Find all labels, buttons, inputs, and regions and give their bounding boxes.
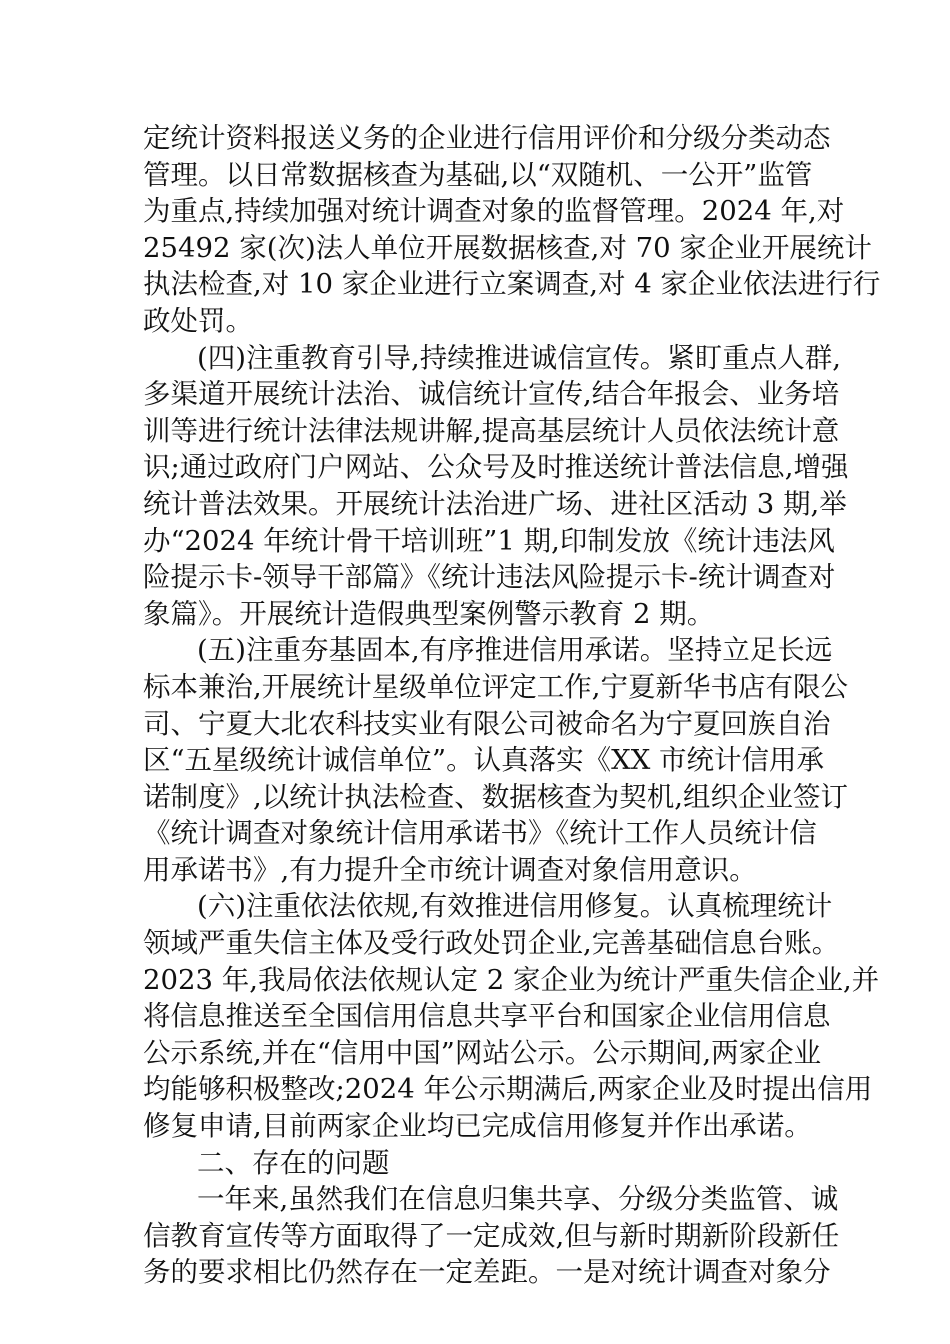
text-line: 信教育宣传等方面取得了一定成效,但与新时期新阶段新任 bbox=[143, 1219, 840, 1252]
text-line: 区“五星级统计诚信单位”。认真落实《XX 市统计信用承 bbox=[143, 744, 825, 777]
text-line: 《统计调查对象统计信用承诺书》《统计工作人员统计信 bbox=[143, 817, 817, 850]
text-line: 执法检查,对 10 家企业进行立案调查,对 4 家企业依法进行行 bbox=[143, 268, 881, 301]
text-line: 为重点,持续加强对统计调查对象的监督管理。2024 年,对 bbox=[143, 195, 845, 228]
text-line: 管理。以日常数据核查为基础,以“双随机、一公开”监管 bbox=[143, 158, 813, 191]
text-line: 用承诺书》,有力提升全市统计调查对象信用意识。 bbox=[143, 853, 757, 886]
text-line: 司、宁夏大北农科技实业有限公司被命名为宁夏回族自治 bbox=[143, 707, 831, 740]
text-line: 将信息推送至全国信用信息共享平台和国家企业信用信息 bbox=[143, 1000, 831, 1033]
text-line: 领域严重失信主体及受行政处罚企业,完善基础信息台账。 bbox=[143, 927, 840, 960]
paragraph-start-line: 一年来,虽然我们在信息归集共享、分级分类监管、诚 bbox=[197, 1183, 839, 1216]
section-heading-line: (六)注重依法依规,有效推进信用修复。认真梳理统计 bbox=[197, 890, 833, 923]
section-heading-line: (四)注重教育引导,持续推进诚信宣传。紧盯重点人群, bbox=[197, 341, 841, 374]
document-body bbox=[143, 120, 881, 1291]
text-line: 训等进行统计法律法规讲解,提高基层统计人员依法统计意 bbox=[143, 414, 840, 447]
text-line: 象篇》。开展统计造假典型案例警示教育 2 期。 bbox=[143, 597, 715, 630]
text-line: 务的要求相比仍然存在一定差距。一是对统计调查对象分 bbox=[143, 1256, 831, 1289]
section-heading-line: (五)注重夯基固本,有序推进信用承诺。坚持立足长远 bbox=[197, 634, 833, 667]
text-line: 统计普法效果。开展统计法治进广场、进社区活动 3 期,举 bbox=[143, 487, 847, 520]
text-line: 修复申请,目前两家企业均已完成信用修复并作出承诺。 bbox=[143, 1110, 812, 1143]
text-line: 定统计资料报送义务的企业进行信用评价和分级分类动态 bbox=[143, 122, 831, 154]
text-line: 诺制度》,以统计执法检查、数据核查为契机,组织企业签订 bbox=[143, 780, 848, 813]
text-line: 办“2024 年统计骨干培训班”1 期,印制发放《统计违法风 bbox=[143, 524, 835, 557]
text-line: 识;通过政府门户网站、公众号及时推送统计普法信息,增强 bbox=[143, 451, 849, 484]
chapter-heading-line: 二、存在的问题 bbox=[197, 1146, 390, 1179]
text-line: 2023 年,我局依法依规认定 2 家企业为统计严重失信企业,并 bbox=[143, 963, 880, 996]
text-line: 险提示卡-领导干部篇》《统计违法风险提示卡-统计调查对 bbox=[143, 561, 836, 594]
text-line: 政处罚。 bbox=[143, 304, 253, 337]
text-line: 多渠道开展统计法治、诚信统计宣传,结合年报会、业务培 bbox=[143, 378, 840, 411]
text-line: 均能够积极整改;2024 年公示期满后,两家企业及时提出信用 bbox=[143, 1073, 873, 1106]
text-line: 公示系统,并在“信用中国”网站公示。公示期间,两家企业 bbox=[143, 1036, 822, 1069]
text-line: 25492 家(次)法人单位开展数据核查,对 70 家企业开展统计 bbox=[143, 231, 872, 264]
text-line: 标本兼治,开展统计星级单位评定工作,宁夏新华书店有限公 bbox=[143, 670, 848, 703]
